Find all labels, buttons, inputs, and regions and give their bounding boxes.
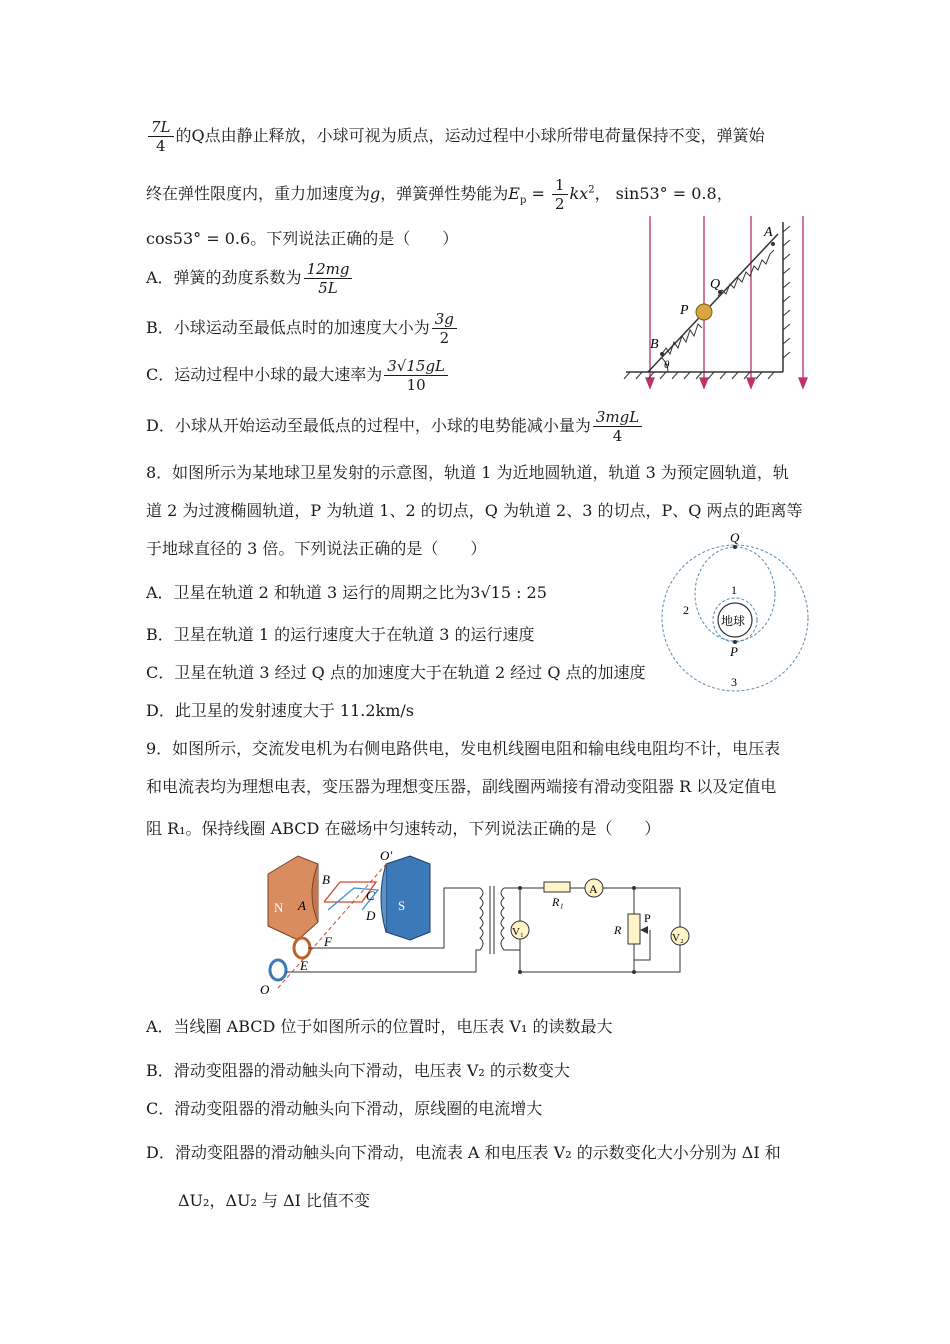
junction — [518, 970, 522, 974]
q9-option-d-cont: ΔU₂，ΔU₂ 与 ΔI 比值不变 — [178, 1191, 371, 1210]
q8-line2: 道 2 为过渡椭圆轨道，P 为轨道 1、2 的切点，Q 为轨道 2、3 的切点，P、Q 两点的距离等 — [146, 501, 803, 520]
q7-option-c[interactable] — [146, 357, 450, 394]
label-n: N — [274, 900, 284, 915]
label-s: S — [398, 898, 406, 913]
resistor-r1 — [544, 882, 570, 892]
label-r: R — [614, 923, 622, 937]
q7-line2 — [146, 176, 733, 213]
lower-spring — [662, 324, 702, 354]
incline-spring-figure — [618, 212, 818, 392]
q7-option-a[interactable] — [146, 260, 354, 297]
q9-line1: 9．如图所示，交流发电机为右侧电路供电，发电机线圈电阻和输电线电阻均不计，电压表 — [146, 739, 781, 758]
label-theta: θ — [664, 359, 670, 371]
junction — [518, 886, 522, 890]
label-ammeter: A — [589, 882, 598, 896]
symbol-ep-sub: p — [519, 195, 527, 207]
q7-option-d[interactable] — [146, 408, 644, 445]
q9-option-c[interactable]: C．滑动变阻器的滑动触头向下滑动，原线圈的电流增大 — [146, 1099, 543, 1118]
fraction-3g-2: $\frac{3g}{2}$ — [432, 310, 457, 347]
label-o-prime: O′ — [380, 848, 393, 863]
junction — [632, 970, 636, 974]
label-p: P — [680, 303, 689, 318]
label-e: E — [300, 958, 308, 973]
label-v1: V₁ — [512, 926, 524, 938]
equals-sign: = — [526, 184, 550, 203]
wall-hatch — [783, 226, 790, 358]
point-q — [733, 545, 737, 549]
magnet-s-face — [381, 864, 386, 932]
q7-line2-text2: ，弹簧弹性势能为 — [380, 184, 509, 203]
label-a: A — [764, 225, 773, 240]
q7-option-c-text: C．运动过程中小球的最大速率为 — [146, 365, 383, 384]
magnet-s — [386, 856, 430, 940]
q8-option-c[interactable]: C．卫星在轨道 3 经过 Q 点的加速度大于在轨道 2 经过 Q 点的加速度 — [146, 663, 646, 682]
q7-line1 — [146, 118, 765, 155]
q8-option-d[interactable]: D．此卫星的发射速度大于 11.2km/s — [146, 701, 415, 720]
magnet-n — [268, 856, 318, 940]
orbit-figure — [655, 528, 815, 693]
label-v2: V₂ — [672, 932, 684, 944]
slip-ring-e — [270, 960, 286, 980]
label-b: B — [322, 872, 330, 887]
q7-line3: cos53° = 0.6。下列说法正确的是（ ） — [146, 229, 459, 248]
fraction-12mg-5L: $\frac{12mg}{5L}$ — [304, 260, 353, 297]
incline-line — [648, 234, 778, 372]
slip-ring-f — [294, 938, 310, 958]
q8-line3: 于地球直径的 3 倍。下列说法正确的是（ ） — [146, 539, 487, 558]
label-d: D — [366, 908, 376, 923]
symbol-kx: kx — [569, 184, 589, 203]
symbol-ep: E — [508, 184, 520, 203]
label-a: A — [298, 898, 306, 913]
label-earth: 地球 — [721, 614, 746, 628]
fraction-max-speed: $\frac{3√15gL}{10}$ — [384, 357, 448, 394]
q7-option-a-text: A．弹簧的劲度系数为 — [146, 268, 302, 287]
label-p: P — [644, 911, 651, 925]
label-orbit-3: 3 — [731, 675, 737, 689]
symbol-g: g — [370, 184, 381, 203]
fraction-7L-4: $\frac{7L}{4}$ — [148, 118, 174, 155]
label-q: Q — [730, 530, 740, 545]
q9-option-a[interactable]: A．当线圈 ABCD 位于如图所示的位置时，电压表 V₁ 的读数最大 — [146, 1017, 613, 1036]
q7-option-b[interactable] — [146, 310, 459, 347]
label-orbit-1: 1 — [731, 583, 737, 597]
q8-line1: 8．如图所示为某地球卫星发射的示意图，轨道 1 为近地圆轨道，轨道 3 为预定圆轨道，轨 — [146, 463, 789, 482]
rheostat-r — [628, 914, 640, 944]
secondary-loop — [504, 888, 680, 972]
label-o: O — [260, 982, 270, 997]
junction — [632, 886, 636, 890]
label-b: B — [650, 337, 659, 352]
lead-bottom — [286, 950, 480, 972]
label-orbit-2: 2 — [683, 603, 689, 617]
q8-option-b[interactable]: B．卫星在轨道 1 的运行速度大于在轨道 3 的运行速度 — [146, 625, 535, 644]
sin53-text: ， sin53° = 0.8， — [594, 184, 733, 203]
label-q: Q — [710, 277, 721, 292]
label-r1: R₁ — [552, 895, 564, 909]
label-f: F — [324, 934, 332, 949]
primary-coil — [480, 888, 483, 950]
q9-option-d[interactable]: D．滑动变阻器的滑动触头向下滑动，电流表 A 和电压表 V₂ 的示数变化大小分别为 ΔI 和 — [146, 1143, 781, 1162]
fraction-half: $\frac{1}{2}$ — [552, 176, 568, 213]
secondary-coil — [501, 888, 504, 950]
generator-circuit-figure — [258, 848, 690, 998]
label-c: C — [366, 888, 375, 903]
q7-option-b-text: B．小球运动至最低点时的加速度大小为 — [146, 318, 430, 337]
q8-option-a[interactable]: A．卫星在轨道 2 和轨道 3 运行的周期之比为3√15 : 25 — [146, 583, 547, 602]
label-p: P — [730, 644, 738, 659]
point-a — [771, 242, 775, 246]
fraction-3mgL-4: $\frac{\text{3mgL}}{4}$ — [593, 408, 642, 445]
q9-line2: 和电流表均为理想电表，变压器为理想变压器，副线圈两端接有滑动变阻器 R 以及定值电 — [146, 777, 777, 796]
q9-option-b[interactable]: B．滑动变阻器的滑动触头向下滑动，电压表 V₂ 的示数变大 — [146, 1061, 570, 1080]
slider-arrow — [640, 926, 648, 934]
q7-line1-text: 的Q点由静止释放，小球可视为质点，运动过程中小球所带电荷量保持不变，弹簧始 — [175, 126, 765, 145]
q9-line3: 阻 R₁。保持线圈 ABCD 在磁场中匀速转动，下列说法正确的是（ ） — [146, 819, 661, 838]
ball — [696, 304, 712, 320]
point-b — [660, 352, 664, 356]
q7-option-d-text: D．小球从开始运动至最低点的过程中，小球的电势能减小量为 — [146, 416, 591, 435]
q7-line2-text: 终在弹性限度内，重力加速度为 — [146, 184, 371, 203]
symbol-kx-sup: 2 — [588, 184, 595, 196]
